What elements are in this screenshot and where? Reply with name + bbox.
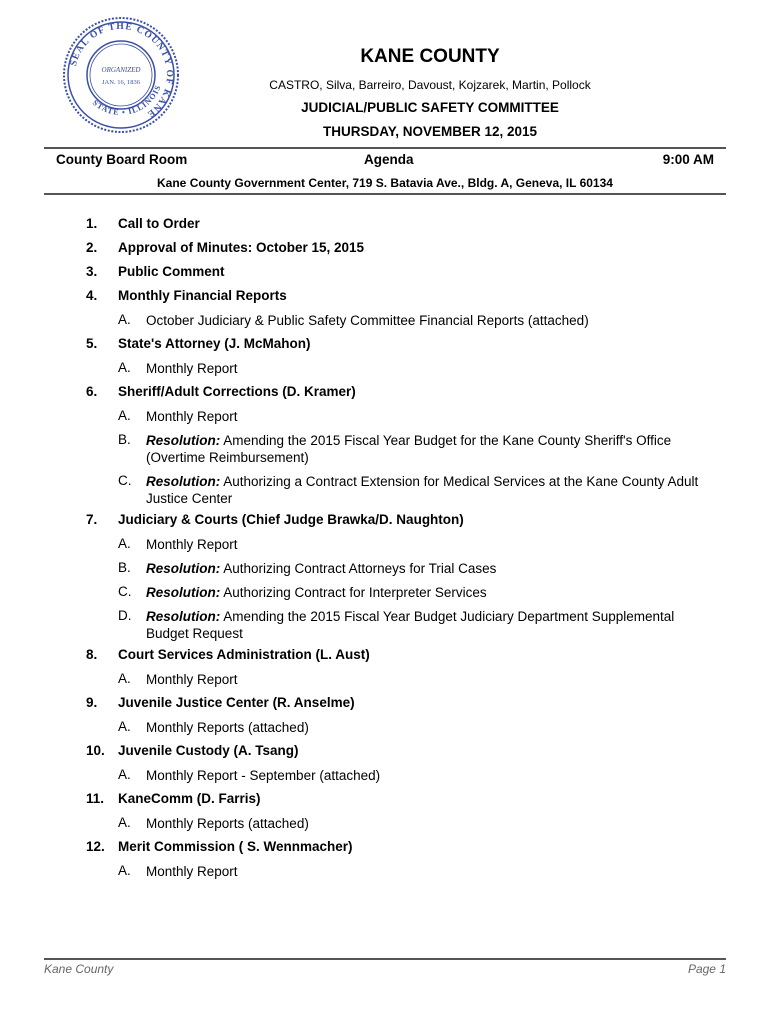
agenda-item <box>0 647 770 671</box>
agenda-subitem-letter: A. <box>118 719 131 734</box>
agenda-subitem-text: Monthly Report <box>146 864 238 879</box>
agenda-subitem <box>0 360 770 384</box>
agenda-subitem <box>0 560 770 584</box>
agenda-item-title: Approval of Minutes: October 15, 2015 <box>118 240 365 255</box>
seal-state-text: STATE • ILLINOIS <box>90 83 163 117</box>
agenda-subitem-letter: A. <box>118 767 131 782</box>
agenda-item-number: 1. <box>86 216 98 231</box>
agenda-subitem-letter: B. <box>118 432 131 447</box>
resolution-text: Authorizing Contract for Interpreter Services <box>220 585 487 600</box>
agenda-item-title: State's Attorney (J. McMahon) <box>118 336 311 351</box>
agenda-subitem <box>0 608 770 647</box>
resolution-label: Resolution: <box>146 609 221 624</box>
agenda-item-title: Call to Order <box>118 216 200 231</box>
agenda-item <box>0 264 770 288</box>
resolution-label: Resolution: <box>146 433 221 448</box>
agenda-subitem-text: Monthly Report <box>146 409 238 424</box>
agenda-item <box>0 791 770 815</box>
agenda-subitem-letter: C. <box>118 473 132 488</box>
agenda-subitem <box>0 815 770 839</box>
agenda-item-number: 4. <box>86 288 98 303</box>
agenda-subitem-text: Monthly Report <box>146 537 238 552</box>
footer-page-number: Page 1 <box>687 962 726 976</box>
agenda-subitem <box>0 863 770 887</box>
agenda-item <box>0 384 770 408</box>
agenda-item <box>0 695 770 719</box>
agenda-subitem-text: October Judiciary & Public Safety Committee Financial Reports (attached) <box>146 313 589 328</box>
agenda-item-title: Judiciary & Courts (Chief Judge Brawka/D. Naughton) <box>118 512 464 527</box>
committee-name: JUDICIAL/PUBLIC SAFETY COMMITTEE <box>301 100 559 115</box>
agenda-subitem-letter: D. <box>118 608 132 623</box>
agenda-item-title: Sheriff/Adult Corrections (D. Kramer) <box>118 384 356 399</box>
seal-center-line-2: JAN. 16, 1836 <box>102 79 140 86</box>
agenda-subitem <box>0 536 770 560</box>
agenda-item-title: Merit Commission ( S. Wennmacher) <box>118 839 353 854</box>
agenda-item-number: 5. <box>86 336 98 351</box>
agenda-subitem <box>0 584 770 608</box>
agenda-item-title: Monthly Financial Reports <box>118 288 287 303</box>
agenda-list <box>0 216 770 887</box>
seal-graphic <box>62 16 180 134</box>
agenda-subitem-letter: A. <box>118 408 131 423</box>
county-seal-logo <box>62 16 180 134</box>
agenda-subitem-text: Monthly Report <box>146 361 238 376</box>
agenda-subitem-letter: A. <box>118 815 131 830</box>
header-top-rule <box>44 147 726 149</box>
agenda-item-number: 2. <box>86 240 98 255</box>
agenda-subitem-text: Monthly Reports (attached) <box>146 720 309 735</box>
agenda-item-number: 8. <box>86 647 98 662</box>
agenda-item <box>0 288 770 312</box>
agenda-item-title: Juvenile Custody (A. Tsang) <box>118 743 299 758</box>
agenda-item <box>0 336 770 360</box>
resolution-label: Resolution: <box>146 585 221 600</box>
agenda-item-title: Court Services Administration (L. Aust) <box>118 647 370 662</box>
agenda-item-title: Public Comment <box>118 264 225 279</box>
agenda-subitem-letter: A. <box>118 671 131 686</box>
county-title: KANE COUNTY <box>360 46 500 67</box>
agenda-item-number: 6. <box>86 384 98 399</box>
agenda-subitem <box>0 671 770 695</box>
agenda-item <box>0 839 770 863</box>
agenda-item-number: 7. <box>86 512 98 527</box>
agenda-subitem-letter: A. <box>118 360 131 375</box>
resolution-text: Amending the 2015 Fiscal Year Budget for the Kane County Sheriff's Office (Overtime Reimbursement) <box>146 433 672 465</box>
agenda-subitem-letter: A. <box>118 312 131 327</box>
agenda-subitem-text: Monthly Reports (attached) <box>146 816 309 831</box>
seal-outer-text: SEAL OF THE COUNTY OF KANE <box>68 21 175 120</box>
agenda-subitem-letter: B. <box>118 560 131 575</box>
agenda-subitem-text <box>146 473 706 507</box>
meeting-date: THURSDAY, NOVEMBER 12, 2015 <box>322 124 538 139</box>
agenda-item-number: 11. <box>86 791 105 806</box>
footer-rule <box>44 958 726 960</box>
resolution-text: Authorizing Contract Attorneys for Trial Cases <box>220 561 497 576</box>
agenda-item-number: 3. <box>86 264 98 279</box>
agenda-item-number: 10. <box>86 743 105 758</box>
agenda-subitem-letter: A. <box>118 536 131 551</box>
agenda-subitem-text <box>146 608 706 642</box>
agenda-subitem <box>0 432 770 473</box>
agenda-label: Agenda <box>364 152 414 167</box>
agenda-subitem-letter: C. <box>118 584 132 599</box>
agenda-subitem-text: Monthly Report - September (attached) <box>146 768 381 783</box>
header-bottom-rule <box>44 193 726 195</box>
agenda-item-number: 12. <box>86 839 105 854</box>
agenda-subitem <box>0 473 770 512</box>
resolution-text: Amending the 2015 Fiscal Year Budget Judiciary Department Supplemental Budget Request <box>146 609 675 641</box>
agenda-subitem <box>0 312 770 336</box>
agenda-subitem-text <box>146 584 706 601</box>
agenda-item <box>0 240 770 264</box>
resolution-label: Resolution: <box>146 474 221 489</box>
meeting-room: County Board Room <box>56 152 188 167</box>
agenda-item <box>0 743 770 767</box>
seal-center-line-1: ORGANIZED <box>101 66 141 74</box>
resolution-text: Authorizing a Contract Extension for Medical Services at the Kane County Adult Justice Center <box>146 474 699 506</box>
agenda-subitem-text <box>146 432 706 466</box>
meeting-address: Kane County Government Center, 719 S. Batavia Ave., Bldg. A, Geneva, IL 60134 <box>157 176 613 190</box>
agenda-item-title: KaneComm (D. Farris) <box>118 791 261 806</box>
agenda-item <box>0 216 770 240</box>
footer-county: Kane County <box>44 962 114 976</box>
agenda-subitem <box>0 719 770 743</box>
agenda-subitem <box>0 767 770 791</box>
agenda-item-title: Juvenile Justice Center (R. Anselme) <box>118 695 355 710</box>
agenda-subitem-letter: A. <box>118 863 131 878</box>
agenda-item <box>0 512 770 536</box>
committee-members: CASTRO, Silva, Barreiro, Davoust, Kojzarek, Martin, Pollock <box>269 78 591 92</box>
meeting-time: 9:00 AM <box>662 152 714 167</box>
agenda-subitem <box>0 408 770 432</box>
agenda-subitem-text: Monthly Report <box>146 672 238 687</box>
agenda-subitem-text <box>146 560 706 577</box>
agenda-item-number: 9. <box>86 695 98 710</box>
resolution-label: Resolution: <box>146 561 221 576</box>
